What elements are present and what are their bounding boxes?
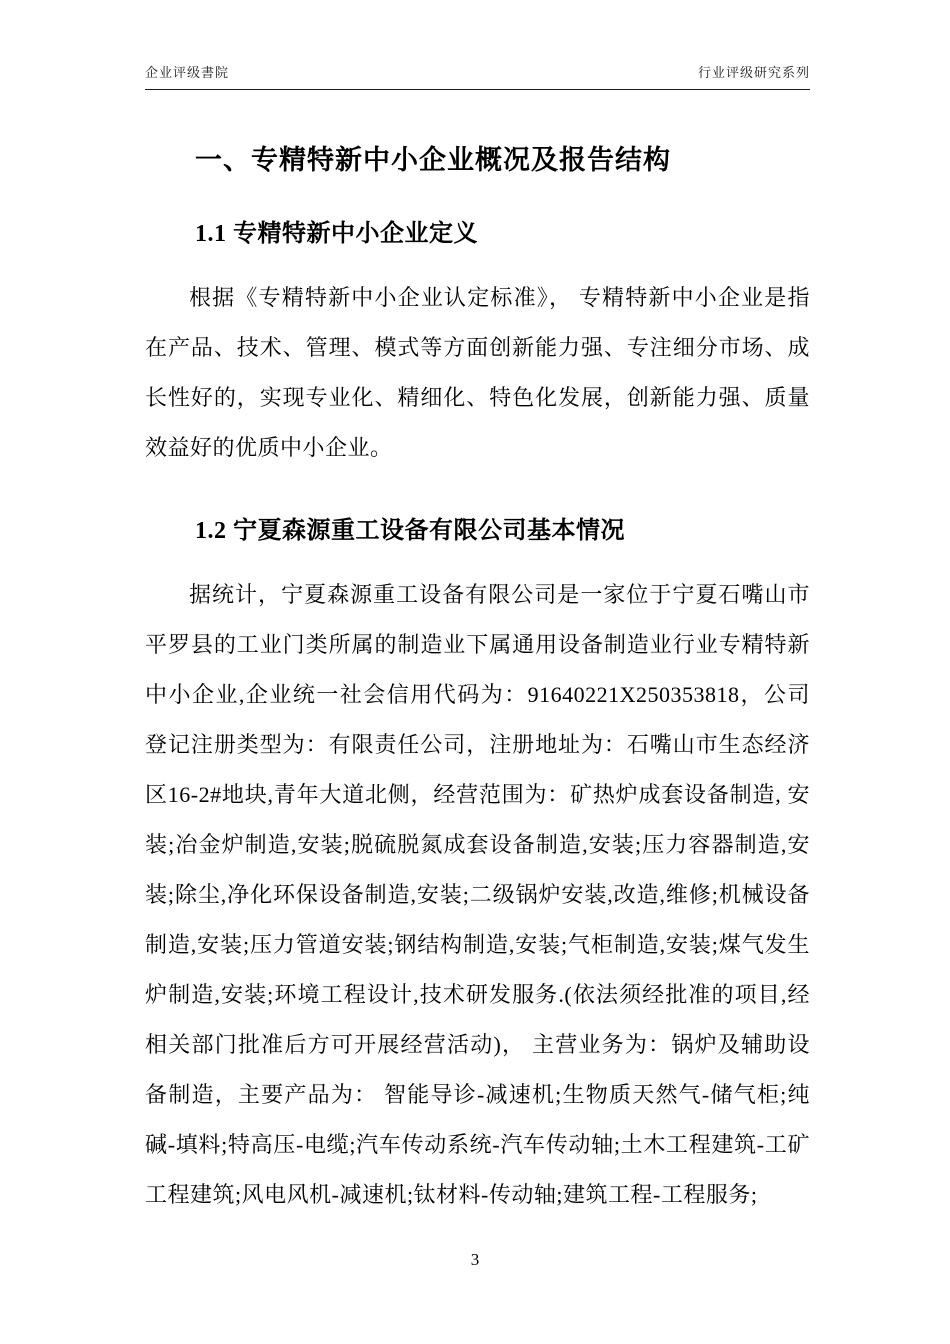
section-1-2-paragraph: 据统计，宁夏森源重工设备有限公司是一家位于宁夏石嘴山市平罗县的工业门类所属的制造业下属通用设备制造业行业专精特新中小企业,企业统一社会信用代码为：91640221X250353818，公司登记注册类型为：有限责任公司，注册地址为：石嘴山市生态经济区16-2#地块,青年大道北侧，经营范围为：矿热炉成套设备制造, 安装;冶金炉制造,安装;脱硫脱氮成套设备制造,安装;压力容器制造,安装;除尘,净化环保设备制造,安装;二级锅炉安装,改造,维修;机械设备制造,安装;压力管道安装;钢结构制造,安装;气柜制造,安装;煤气发生炉制造,安装;环境工程设计,技术研发服务.(依法须经批准的项目,经相关部门批准后方可开展经营活动)， 主营业务为：锅炉及辅助设备制造，主要产品为： 智能导诊-减速机;生物质天然气-储气柜;纯碱-填料;特高压-电缆;汽车传动系统-汽车传动轴;土木工程建筑-工矿工程建筑;风电风机-减速机;钛材料-传动轴;建筑工程-工程服务; [145, 581, 811, 1207]
document-title: 一、专精特新中小企业概况及报告结构 [195, 145, 671, 175]
document-body [145, 144, 810, 1220]
section-1-1-paragraph: 根据《专精特新中小企业认定标准》， 专精特新中小企业是指在产品、技术、管理、模式等方面创新能力强、专注细分市场、成长性好的，实现专业化、精细化、特色化发展，创新能力强、质量效益好的优质中小企业。 [145, 285, 810, 461]
header-right-text: 行业评级研究系列 [697, 65, 810, 80]
page-footer [0, 1250, 950, 1270]
page-header [145, 0, 810, 90]
header-left-text: 企业评级書院 [145, 65, 230, 80]
section-heading-1-1: 1.1 专精特新中小企业定义 [195, 221, 478, 248]
page-number: 3 [470, 1250, 480, 1269]
section-heading-1-2: 1.2 宁夏森源重工设备有限公司基本情况 [195, 518, 625, 545]
